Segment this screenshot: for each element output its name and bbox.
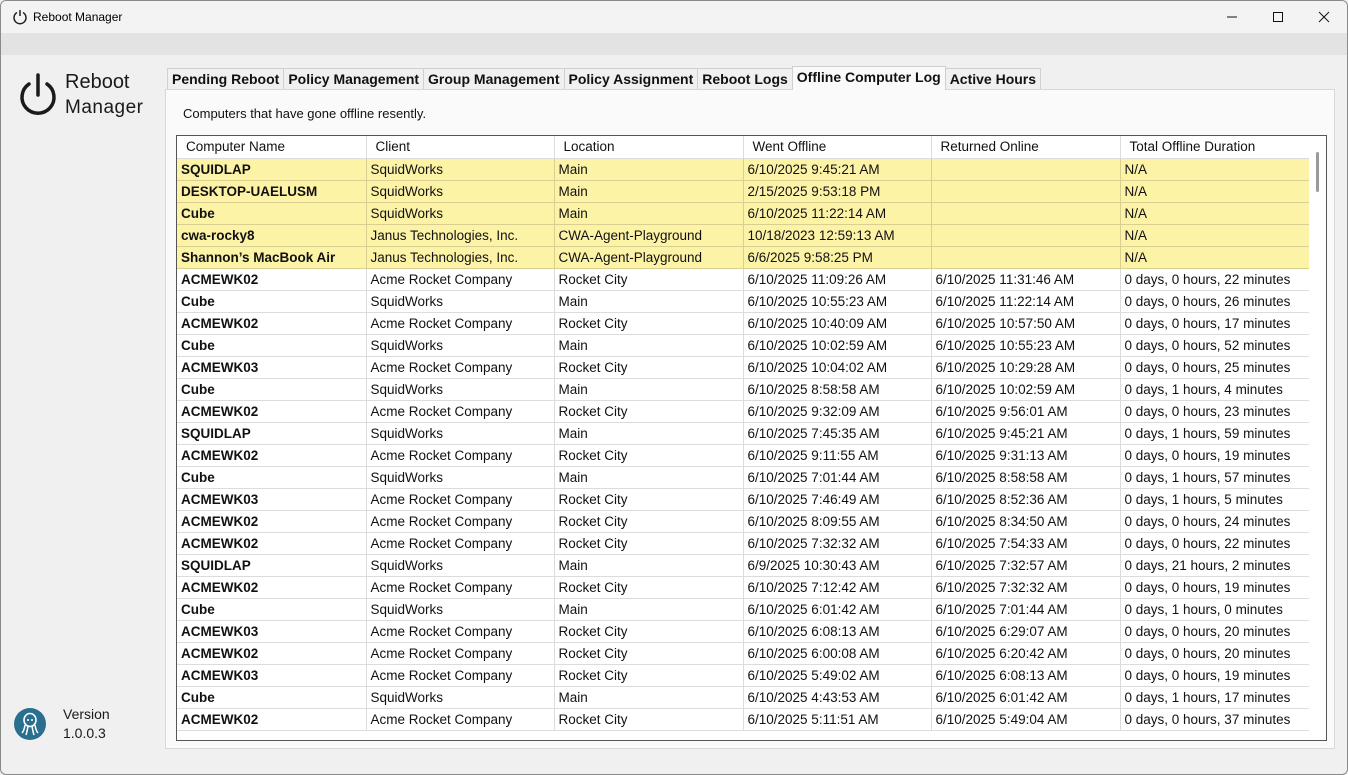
- location-cell[interactable]: Rocket City: [554, 620, 743, 642]
- column-header-client[interactable]: Client: [366, 136, 554, 158]
- went-offline-cell[interactable]: 6/10/2025 5:49:02 AM: [743, 664, 931, 686]
- column-header-location[interactable]: Location: [554, 136, 743, 158]
- went-offline-cell[interactable]: 6/10/2025 6:01:42 AM: [743, 598, 931, 620]
- app-logo: [17, 69, 157, 121]
- offline-table: [177, 136, 1310, 731]
- client-cell[interactable]: Acme Rocket Company: [366, 488, 554, 510]
- returned-online-cell[interactable]: [931, 158, 1120, 180]
- duration-cell[interactable]: 0 days, 0 hours, 20 minutes: [1120, 642, 1309, 664]
- table-row[interactable]: [177, 202, 1309, 224]
- location-cell[interactable]: Rocket City: [554, 576, 743, 598]
- logo-line-1: Reboot: [65, 71, 130, 93]
- went-offline-cell[interactable]: 6/10/2025 7:45:35 AM: [743, 422, 931, 444]
- duration-cell[interactable]: 0 days, 1 hours, 5 minutes: [1120, 488, 1309, 510]
- duration-cell[interactable]: 0 days, 0 hours, 52 minutes: [1120, 334, 1309, 356]
- location-cell[interactable]: Rocket City: [554, 708, 743, 730]
- maximize-button[interactable]: [1255, 1, 1301, 33]
- returned-online-cell[interactable]: 6/10/2025 6:20:42 AM: [931, 642, 1120, 664]
- column-header-total-offline-duration[interactable]: Total Offline Duration: [1120, 136, 1309, 158]
- table-row[interactable]: [177, 664, 1309, 686]
- title-bar[interactable]: [1, 1, 1347, 33]
- location-cell[interactable]: Main: [554, 158, 743, 180]
- computer-name-cell[interactable]: ACMEWK02: [177, 268, 366, 290]
- location-cell[interactable]: Main: [554, 334, 743, 356]
- header-row: [177, 136, 1309, 158]
- went-offline-cell[interactable]: 6/10/2025 9:11:55 AM: [743, 444, 931, 466]
- duration-cell[interactable]: 0 days, 21 hours, 2 minutes: [1120, 554, 1309, 576]
- went-offline-cell[interactable]: 6/10/2025 7:32:32 AM: [743, 532, 931, 554]
- went-offline-cell[interactable]: 6/10/2025 11:09:26 AM: [743, 268, 931, 290]
- table-row[interactable]: [177, 400, 1309, 422]
- returned-online-cell[interactable]: 6/10/2025 6:29:07 AM: [931, 620, 1120, 642]
- returned-online-cell[interactable]: 6/10/2025 8:34:50 AM: [931, 510, 1120, 532]
- location-cell[interactable]: Rocket City: [554, 400, 743, 422]
- client-cell[interactable]: SquidWorks: [366, 554, 554, 576]
- computer-name-cell[interactable]: DESKTOP-UAELUSM: [177, 180, 366, 202]
- column-header-went-offline[interactable]: Went Offline: [743, 136, 931, 158]
- column-header-returned-online[interactable]: Returned Online: [931, 136, 1120, 158]
- returned-online-cell[interactable]: 6/10/2025 7:01:44 AM: [931, 598, 1120, 620]
- minimize-icon: [1226, 11, 1238, 23]
- table-row[interactable]: [177, 466, 1309, 488]
- tab-reboot-logs[interactable]: Reboot Logs: [697, 68, 793, 89]
- returned-online-cell[interactable]: 6/10/2025 9:45:21 AM: [931, 422, 1120, 444]
- returned-online-cell[interactable]: [931, 180, 1120, 202]
- duration-cell[interactable]: 0 days, 0 hours, 24 minutes: [1120, 510, 1309, 532]
- duration-cell[interactable]: 0 days, 0 hours, 19 minutes: [1120, 576, 1309, 598]
- went-offline-cell[interactable]: 6/10/2025 9:45:21 AM: [743, 158, 931, 180]
- computer-name-cell[interactable]: ACMEWK02: [177, 532, 366, 554]
- table-row[interactable]: [177, 334, 1309, 356]
- table-row[interactable]: [177, 708, 1309, 730]
- returned-online-cell[interactable]: 6/10/2025 10:55:23 AM: [931, 334, 1120, 356]
- client-cell[interactable]: Acme Rocket Company: [366, 510, 554, 532]
- computer-name-cell[interactable]: Cube: [177, 202, 366, 224]
- client-cell[interactable]: Acme Rocket Company: [366, 620, 554, 642]
- went-offline-cell[interactable]: 6/10/2025 10:04:02 AM: [743, 356, 931, 378]
- table-row[interactable]: [177, 312, 1309, 334]
- went-offline-cell[interactable]: 6/10/2025 5:11:51 AM: [743, 708, 931, 730]
- table-row[interactable]: [177, 532, 1309, 554]
- client-cell[interactable]: Acme Rocket Company: [366, 708, 554, 730]
- table-row[interactable]: [177, 158, 1309, 180]
- went-offline-cell[interactable]: 6/10/2025 6:00:08 AM: [743, 642, 931, 664]
- client-cell[interactable]: Acme Rocket Company: [366, 444, 554, 466]
- table-row[interactable]: [177, 422, 1309, 444]
- scrollbar-thumb[interactable]: [1316, 152, 1319, 192]
- maximize-icon: [1272, 11, 1284, 23]
- went-offline-cell[interactable]: 6/10/2025 10:55:23 AM: [743, 290, 931, 312]
- column-header-computer-name[interactable]: Computer Name: [177, 136, 366, 158]
- offline-computer-grid[interactable]: [176, 135, 1327, 741]
- duration-cell[interactable]: 0 days, 0 hours, 22 minutes: [1120, 268, 1309, 290]
- returned-online-cell[interactable]: [931, 202, 1120, 224]
- table-row[interactable]: [177, 246, 1309, 268]
- returned-online-cell[interactable]: 6/10/2025 9:31:13 AM: [931, 444, 1120, 466]
- returned-online-cell[interactable]: 6/10/2025 11:22:14 AM: [931, 290, 1120, 312]
- client-cell[interactable]: Acme Rocket Company: [366, 268, 554, 290]
- location-cell[interactable]: Main: [554, 598, 743, 620]
- location-cell[interactable]: Main: [554, 202, 743, 224]
- table-row[interactable]: [177, 598, 1309, 620]
- tab-offline-computer-log[interactable]: Offline Computer Log: [792, 66, 946, 90]
- window-title: Reboot Manager: [33, 10, 123, 24]
- computer-name-cell[interactable]: ACMEWK02: [177, 708, 366, 730]
- computer-name-cell[interactable]: SQUIDLAP: [177, 158, 366, 180]
- version-label: Version: [63, 706, 110, 722]
- duration-cell[interactable]: 0 days, 0 hours, 23 minutes: [1120, 400, 1309, 422]
- went-offline-cell[interactable]: 6/9/2025 10:30:43 AM: [743, 554, 931, 576]
- table-row[interactable]: [177, 686, 1309, 708]
- client-cell[interactable]: SquidWorks: [366, 290, 554, 312]
- location-cell[interactable]: Rocket City: [554, 642, 743, 664]
- tab-strip: [167, 67, 1040, 89]
- went-offline-cell[interactable]: 10/18/2023 12:59:13 AM: [743, 224, 931, 246]
- location-cell[interactable]: Main: [554, 554, 743, 576]
- duration-cell[interactable]: N/A: [1120, 202, 1309, 224]
- client-cell[interactable]: Acme Rocket Company: [366, 312, 554, 334]
- client-cell[interactable]: SquidWorks: [366, 202, 554, 224]
- returned-online-cell[interactable]: 6/10/2025 11:31:46 AM: [931, 268, 1120, 290]
- duration-cell[interactable]: 0 days, 1 hours, 4 minutes: [1120, 378, 1309, 400]
- client-cell[interactable]: SquidWorks: [366, 180, 554, 202]
- returned-online-cell[interactable]: 6/10/2025 7:32:32 AM: [931, 576, 1120, 598]
- location-cell[interactable]: CWA-Agent-Playground: [554, 246, 743, 268]
- computer-name-cell[interactable]: SQUIDLAP: [177, 554, 366, 576]
- client-cell[interactable]: Acme Rocket Company: [366, 400, 554, 422]
- location-cell[interactable]: Main: [554, 466, 743, 488]
- went-offline-cell[interactable]: 6/10/2025 8:58:58 AM: [743, 378, 931, 400]
- client-cell[interactable]: Janus Technologies, Inc.: [366, 246, 554, 268]
- power-logo-icon: [17, 71, 59, 119]
- returned-online-cell[interactable]: 6/10/2025 10:57:50 AM: [931, 312, 1120, 334]
- duration-cell[interactable]: N/A: [1120, 246, 1309, 268]
- went-offline-cell[interactable]: 6/10/2025 10:02:59 AM: [743, 334, 931, 356]
- went-offline-cell[interactable]: 6/10/2025 10:40:09 AM: [743, 312, 931, 334]
- returned-online-cell[interactable]: 6/10/2025 8:58:58 AM: [931, 466, 1120, 488]
- logo-line-2: Manager: [65, 97, 144, 118]
- computer-name-cell[interactable]: ACMEWK02: [177, 576, 366, 598]
- duration-cell[interactable]: 0 days, 0 hours, 19 minutes: [1120, 664, 1309, 686]
- tab-pending-reboot[interactable]: Pending Reboot: [167, 68, 284, 89]
- computer-name-cell[interactable]: ACMEWK02: [177, 312, 366, 334]
- table-row[interactable]: [177, 444, 1309, 466]
- went-offline-cell[interactable]: 6/10/2025 7:01:44 AM: [743, 466, 931, 488]
- client-cell[interactable]: Acme Rocket Company: [366, 664, 554, 686]
- location-cell[interactable]: Rocket City: [554, 356, 743, 378]
- table-row[interactable]: [177, 356, 1309, 378]
- client-cell[interactable]: SquidWorks: [366, 334, 554, 356]
- client-cell[interactable]: Acme Rocket Company: [366, 642, 554, 664]
- went-offline-cell[interactable]: 6/6/2025 9:58:25 PM: [743, 246, 931, 268]
- close-icon: [1318, 11, 1330, 23]
- location-cell[interactable]: Main: [554, 290, 743, 312]
- squid-logo-icon: [13, 707, 47, 741]
- computer-name-cell[interactable]: Cube: [177, 378, 366, 400]
- tab-active-hours[interactable]: Active Hours: [945, 68, 1041, 89]
- client-cell[interactable]: SquidWorks: [366, 158, 554, 180]
- power-icon: [11, 8, 29, 26]
- duration-cell[interactable]: 0 days, 0 hours, 19 minutes: [1120, 444, 1309, 466]
- table-row[interactable]: [177, 290, 1309, 312]
- duration-cell[interactable]: 0 days, 1 hours, 59 minutes: [1120, 422, 1309, 444]
- location-cell[interactable]: Rocket City: [554, 532, 743, 554]
- location-cell[interactable]: Main: [554, 180, 743, 202]
- location-cell[interactable]: Rocket City: [554, 488, 743, 510]
- computer-name-cell[interactable]: SQUIDLAP: [177, 422, 366, 444]
- offline-log-panel: [165, 89, 1335, 749]
- computer-name-cell[interactable]: Cube: [177, 290, 366, 312]
- duration-cell[interactable]: 0 days, 1 hours, 57 minutes: [1120, 466, 1309, 488]
- client-cell[interactable]: SquidWorks: [366, 466, 554, 488]
- went-offline-cell[interactable]: 6/10/2025 6:08:13 AM: [743, 620, 931, 642]
- location-cell[interactable]: Rocket City: [554, 510, 743, 532]
- tab-policy-management[interactable]: Policy Management: [283, 68, 424, 89]
- minimize-button[interactable]: [1209, 1, 1255, 33]
- computer-name-cell[interactable]: ACMEWK03: [177, 620, 366, 642]
- duration-cell[interactable]: 0 days, 0 hours, 22 minutes: [1120, 532, 1309, 554]
- went-offline-cell[interactable]: 6/10/2025 8:09:55 AM: [743, 510, 931, 532]
- client-cell[interactable]: Janus Technologies, Inc.: [366, 224, 554, 246]
- close-button[interactable]: [1301, 1, 1347, 33]
- computer-name-cell[interactable]: Cube: [177, 686, 366, 708]
- went-offline-cell[interactable]: 6/10/2025 4:43:53 AM: [743, 686, 931, 708]
- location-cell[interactable]: Main: [554, 422, 743, 444]
- table-row[interactable]: [177, 576, 1309, 598]
- returned-online-cell[interactable]: 6/10/2025 7:32:57 AM: [931, 554, 1120, 576]
- computer-name-cell[interactable]: Shannon’s MacBook Air: [177, 246, 366, 268]
- location-cell[interactable]: CWA-Agent-Playground: [554, 224, 743, 246]
- went-offline-cell[interactable]: 6/10/2025 9:32:09 AM: [743, 400, 931, 422]
- returned-online-cell[interactable]: 6/10/2025 6:01:42 AM: [931, 686, 1120, 708]
- table-row[interactable]: [177, 488, 1309, 510]
- table-row[interactable]: [177, 378, 1309, 400]
- duration-cell[interactable]: N/A: [1120, 224, 1309, 246]
- computer-name-cell[interactable]: cwa-rocky8: [177, 224, 366, 246]
- computer-name-cell[interactable]: ACMEWK03: [177, 356, 366, 378]
- computer-name-cell[interactable]: ACMEWK02: [177, 510, 366, 532]
- duration-cell[interactable]: 0 days, 0 hours, 25 minutes: [1120, 356, 1309, 378]
- duration-cell[interactable]: 0 days, 0 hours, 17 minutes: [1120, 312, 1309, 334]
- panel-caption: Computers that have gone offline resently.: [183, 106, 427, 121]
- menu-strip: [1, 33, 1347, 55]
- version-info: [13, 705, 110, 743]
- duration-cell[interactable]: 0 days, 0 hours, 20 minutes: [1120, 620, 1309, 642]
- duration-cell[interactable]: N/A: [1120, 158, 1309, 180]
- duration-cell[interactable]: 0 days, 0 hours, 26 minutes: [1120, 290, 1309, 312]
- client-cell[interactable]: SquidWorks: [366, 598, 554, 620]
- table-row[interactable]: [177, 180, 1309, 202]
- table-row[interactable]: [177, 620, 1309, 642]
- table-row[interactable]: [177, 642, 1309, 664]
- client-cell[interactable]: Acme Rocket Company: [366, 532, 554, 554]
- computer-name-cell[interactable]: ACMEWK03: [177, 488, 366, 510]
- duration-cell[interactable]: N/A: [1120, 180, 1309, 202]
- table-body: [177, 158, 1309, 730]
- tab-policy-assignment[interactable]: Policy Assignment: [564, 68, 699, 89]
- duration-cell[interactable]: 0 days, 0 hours, 37 minutes: [1120, 708, 1309, 730]
- computer-name-cell[interactable]: ACMEWK02: [177, 444, 366, 466]
- returned-online-cell[interactable]: [931, 246, 1120, 268]
- went-offline-cell[interactable]: 2/15/2025 9:53:18 PM: [743, 180, 931, 202]
- version-number: 1.0.0.3: [63, 725, 106, 741]
- computer-name-cell[interactable]: ACMEWK03: [177, 664, 366, 686]
- computer-name-cell[interactable]: ACMEWK02: [177, 400, 366, 422]
- computer-name-cell[interactable]: ACMEWK02: [177, 642, 366, 664]
- table-row[interactable]: [177, 224, 1309, 246]
- tab-group-management[interactable]: Group Management: [423, 68, 564, 89]
- location-cell[interactable]: Rocket City: [554, 268, 743, 290]
- client-cell[interactable]: Acme Rocket Company: [366, 576, 554, 598]
- returned-online-cell[interactable]: 6/10/2025 7:54:33 AM: [931, 532, 1120, 554]
- table-row[interactable]: [177, 554, 1309, 576]
- location-cell[interactable]: Rocket City: [554, 444, 743, 466]
- client-cell[interactable]: Acme Rocket Company: [366, 356, 554, 378]
- went-offline-cell[interactable]: 6/10/2025 7:46:49 AM: [743, 488, 931, 510]
- location-cell[interactable]: Rocket City: [554, 312, 743, 334]
- returned-online-cell[interactable]: 6/10/2025 5:49:04 AM: [931, 708, 1120, 730]
- computer-name-cell[interactable]: Cube: [177, 466, 366, 488]
- location-cell[interactable]: Main: [554, 378, 743, 400]
- vertical-scrollbar[interactable]: [1309, 136, 1326, 740]
- went-offline-cell[interactable]: 6/10/2025 7:12:42 AM: [743, 576, 931, 598]
- computer-name-cell[interactable]: Cube: [177, 598, 366, 620]
- returned-online-cell[interactable]: 6/10/2025 8:52:36 AM: [931, 488, 1120, 510]
- client-cell[interactable]: SquidWorks: [366, 422, 554, 444]
- computer-name-cell[interactable]: Cube: [177, 334, 366, 356]
- client-cell[interactable]: SquidWorks: [366, 378, 554, 400]
- returned-online-cell[interactable]: [931, 224, 1120, 246]
- returned-online-cell[interactable]: 6/10/2025 9:56:01 AM: [931, 400, 1120, 422]
- table-row[interactable]: [177, 268, 1309, 290]
- returned-online-cell[interactable]: 6/10/2025 10:02:59 AM: [931, 378, 1120, 400]
- table-row[interactable]: [177, 510, 1309, 532]
- location-cell[interactable]: Main: [554, 686, 743, 708]
- returned-online-cell[interactable]: 6/10/2025 10:29:28 AM: [931, 356, 1120, 378]
- client-cell[interactable]: SquidWorks: [366, 686, 554, 708]
- duration-cell[interactable]: 0 days, 1 hours, 0 minutes: [1120, 598, 1309, 620]
- duration-cell[interactable]: 0 days, 1 hours, 17 minutes: [1120, 686, 1309, 708]
- went-offline-cell[interactable]: 6/10/2025 11:22:14 AM: [743, 202, 931, 224]
- location-cell[interactable]: Rocket City: [554, 664, 743, 686]
- returned-online-cell[interactable]: 6/10/2025 6:08:13 AM: [931, 664, 1120, 686]
